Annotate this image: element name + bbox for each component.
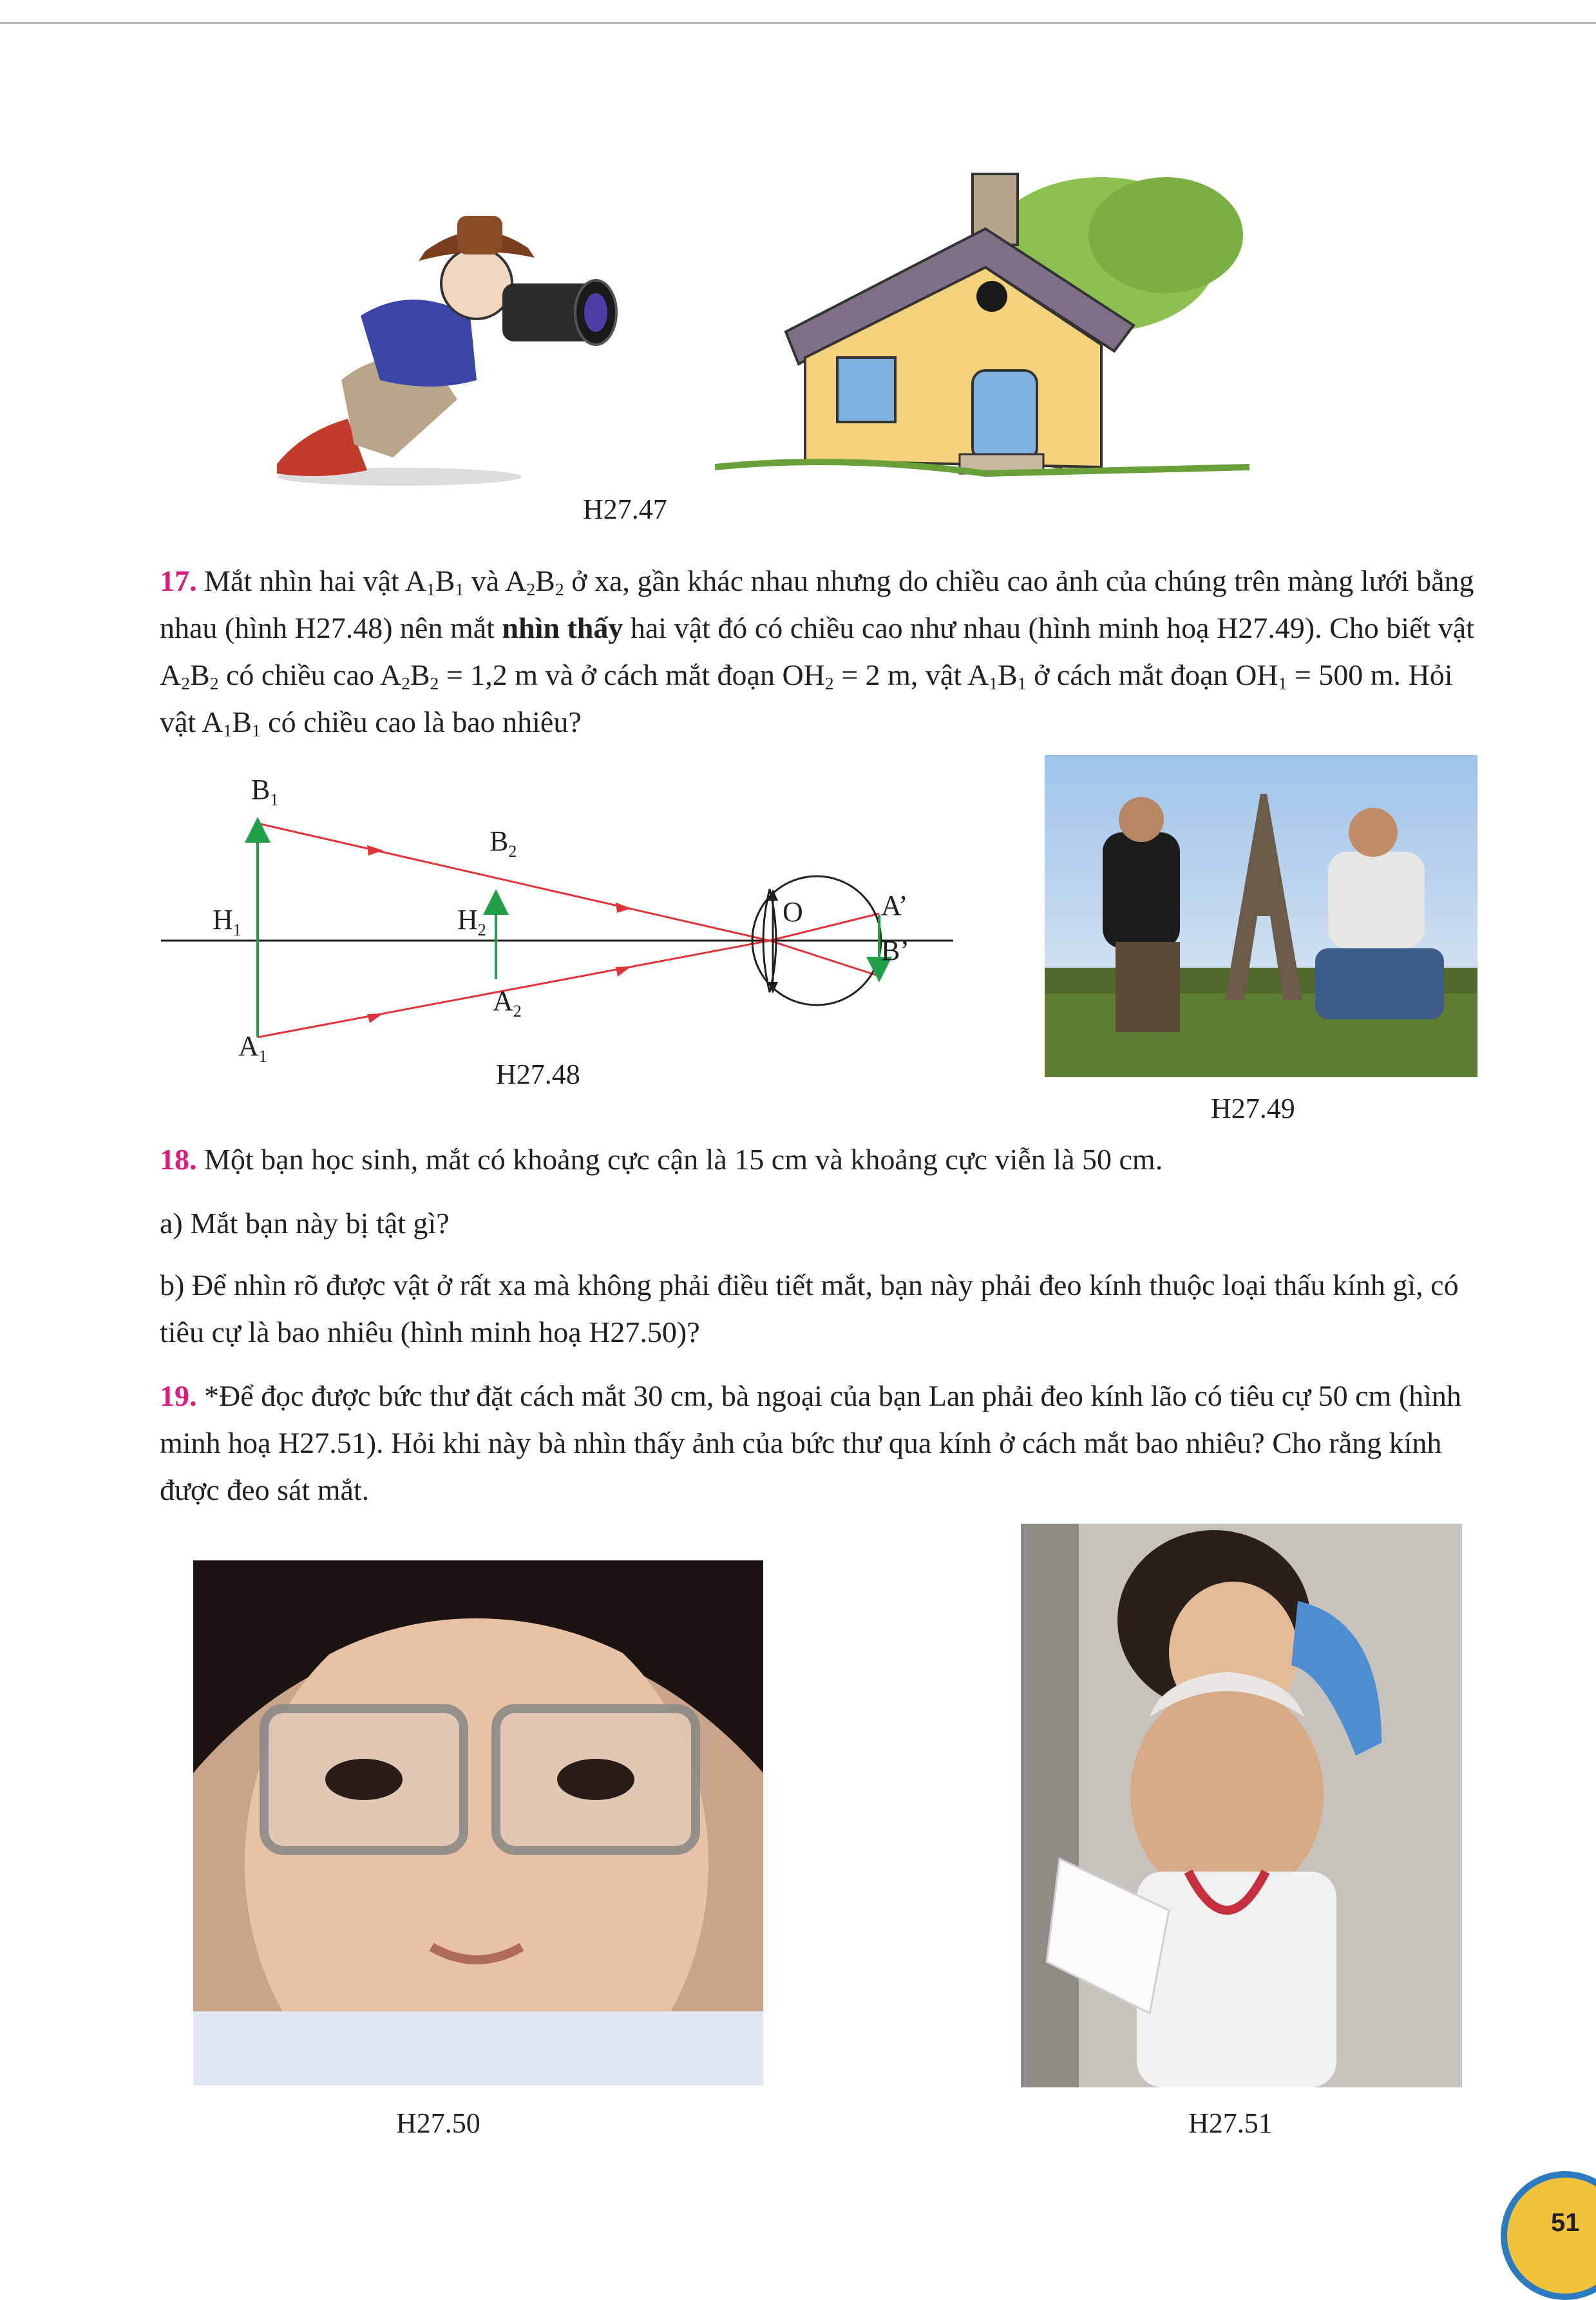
page-number-badge — [1501, 2171, 1596, 2300]
ray-diagram — [155, 767, 953, 1089]
figure-caption-h27-49: H27.49 — [1211, 1093, 1295, 1124]
grandmother-reading-photo — [1021, 1524, 1462, 2087]
svg-text:B1: $B_1$ — [251, 774, 279, 809]
label-h1: H — [213, 904, 233, 935]
question-17-number: 17. — [160, 564, 197, 597]
ray-direction-arrow — [367, 845, 383, 856]
label-b-prime: B’ — [881, 935, 909, 966]
figure-caption-h27-47: H27.47 — [583, 494, 667, 525]
svg-text:B2: $B_2$ — [489, 825, 517, 861]
house-illustration — [715, 158, 1249, 486]
photographer-illustration — [264, 187, 625, 496]
question-18: 18. Một bạn học sinh, mắt có khoảng cực cận là 15 cm và khoảng cực viễn là 50 cm. — [160, 1143, 1163, 1176]
question-18a: a) Mắt bạn này bị tật gì? — [160, 1207, 450, 1240]
question-18b: b) Để nhìn rõ được vật ở rất xa mà không phải điều tiết mắt, bạn này phải đeo kính thuộc loại thấu kính gì, có tiêu cự là bao nhiêu (hình minh hoạ H27.50)? — [160, 1269, 1459, 1348]
ray-upper — [258, 823, 770, 941]
label-a-prime: A’ — [881, 890, 908, 921]
question-17: 17. Mắt nhìn hai vật $A_1B_1$ và $A_2B_2$ ở xa, gần khác nhau nhưng do chiều cao ảnh của chúng trên màng lưới bằng nhau (hình H27.48) nên mắt nhìn thấy hai vật đó có chiều cao như nhau (hình minh hoạ H27.49). Cho biết vật $A_2B_2$ có chiều cao $A_2B_2 = 1,2$ m và ở cách mắt đoạn $OH_2 = 2$ m, vật $A_1B_1$ ở cách mắt đoạn $OH_1 = 500$ m. Hỏi vật $A_1B_1$ có chiều cao là bao nhiêu? — [160, 564, 1474, 740]
label-h2: H — [457, 904, 478, 935]
child-glasses-photo — [193, 1560, 763, 2085]
ray-upper-refracted — [770, 941, 879, 976]
label-a1: A — [238, 1030, 259, 1062]
label-a2: A — [493, 985, 513, 1017]
ray-direction-arrow — [367, 1013, 383, 1023]
ray-direction-arrow — [616, 966, 631, 977]
question-19-number: 19. — [160, 1379, 197, 1412]
figure-caption-h27-48: H27.48 — [496, 1059, 580, 1090]
page-number: 51 — [1551, 2209, 1580, 2237]
figure-caption-h27-51: H27.51 — [1188, 2107, 1273, 2139]
ray-lower — [258, 941, 770, 1037]
svg-text:A2: $A_2$ — [493, 985, 522, 1021]
label-b1: B — [251, 774, 271, 805]
ray-direction-arrow — [616, 903, 631, 913]
eiffel-tower-photo — [1045, 755, 1477, 1077]
svg-text:H1: $H_1$ — [213, 904, 242, 939]
svg-text:H2: $H_2$ — [457, 904, 486, 939]
label-b2: B — [489, 825, 509, 857]
svg-text:A1: $A_1$ — [238, 1030, 267, 1066]
top-rule — [0, 22, 1596, 24]
question-18-number: 18. — [160, 1143, 197, 1176]
figure-caption-h27-50: H27.50 — [396, 2107, 480, 2139]
question-19: 19. *Để đọc được bức thư đặt cách mắt 30 cm, bà ngoại của bạn Lan phải đeo kính lão có tiêu cự 50 cm (hình minh hoạ H27.51). Hỏi khi này bà nhìn thấy ảnh của bức thư qua kính ở cách mắt bao nhiêu? Cho rằng kính được đeo sát mắt. — [160, 1379, 1461, 1506]
label-o: O — [783, 896, 803, 928]
